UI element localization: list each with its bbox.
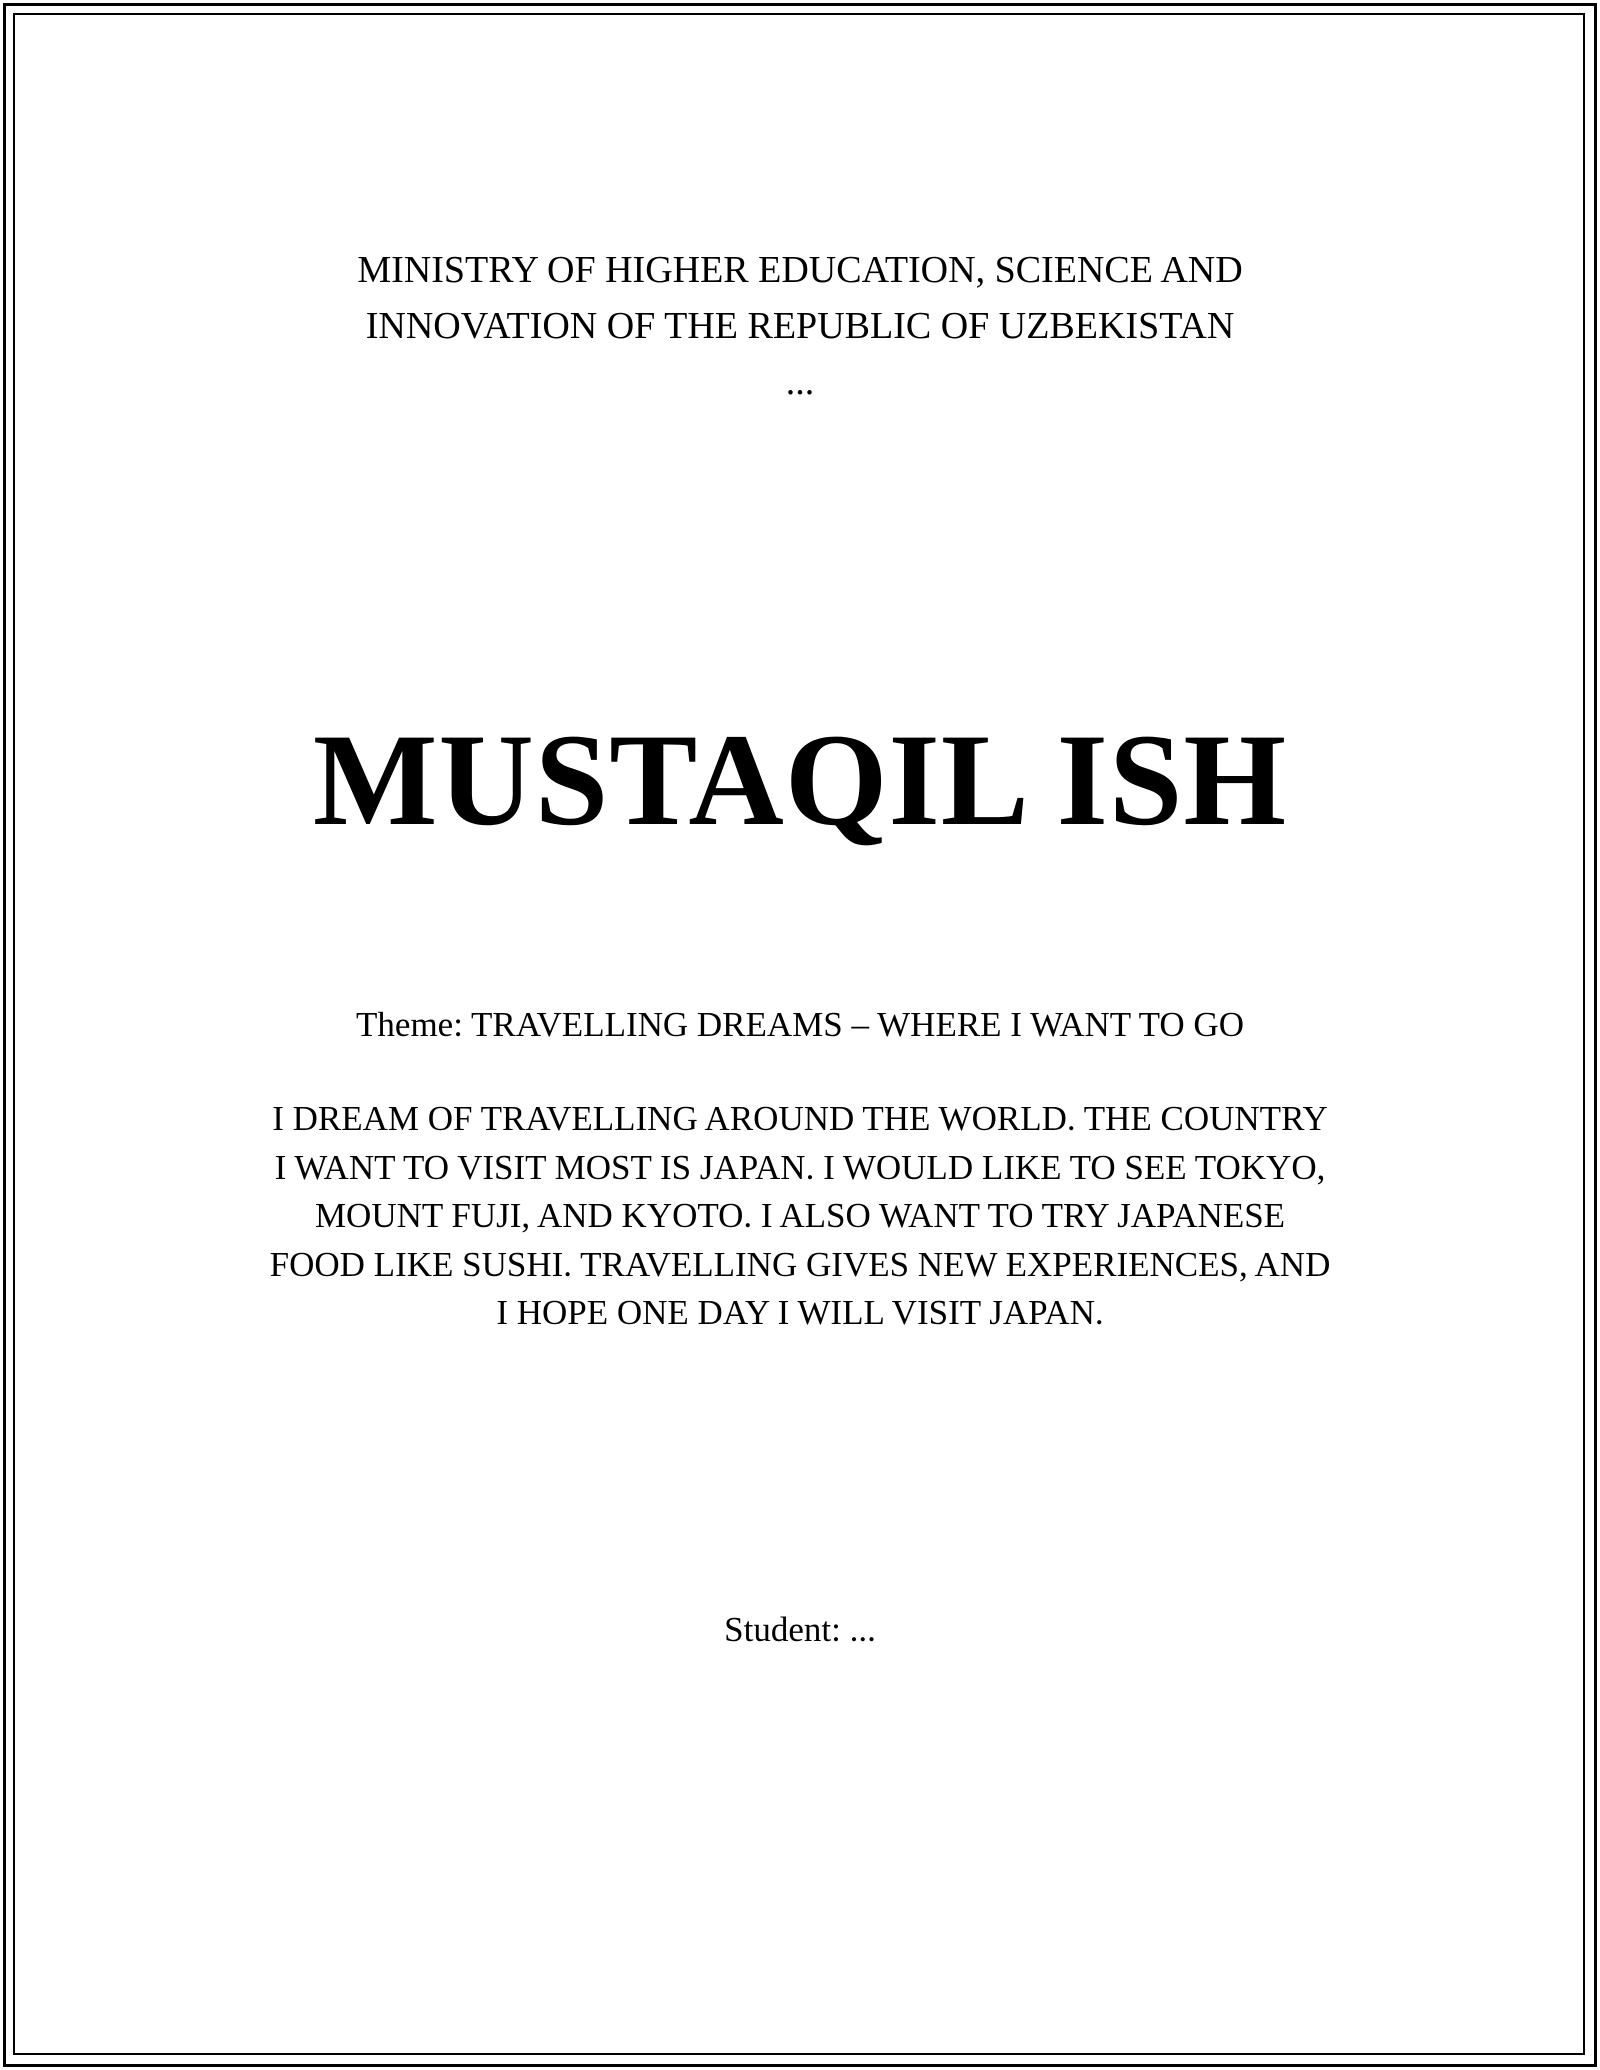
theme-line: Theme: TRAVELLING DREAMS – WHERE I WANT TO GO [356, 1005, 1244, 1044]
essay-line-1: I DREAM OF TRAVELLING AROUND THE WORLD. THE COUNTRY [272, 1099, 1328, 1138]
essay-line-3: MOUNT FUJI, AND KYOTO. I ALSO WANT TO TRY JAPANESE [314, 1196, 1286, 1235]
essay-line-2: I WANT TO VISIT MOST IS JAPAN. I WOULD LIKE TO SEE TOKYO, [274, 1147, 1326, 1187]
document-title: MUSTAQIL ISH [312, 706, 1288, 853]
essay-line-5: I HOPE ONE DAY I WILL VISIT JAPAN. [496, 1293, 1104, 1332]
ministry-line-2: INNOVATION OF THE REPUBLIC OF UZBEKISTAN [365, 305, 1235, 347]
ministry-line-3: ... [785, 361, 815, 403]
essay-line-4: FOOD LIKE SUSHI. TRAVELLING GIVES NEW EXPERIENCES, AND [269, 1244, 1331, 1284]
essay-paragraph [200, 1095, 1400, 1338]
ministry-line-1: MINISTRY OF HIGHER EDUCATION, SCIENCE AND [357, 249, 1243, 291]
ministry-header [0, 242, 1600, 410]
student-line: Student: ... [724, 1610, 876, 1649]
